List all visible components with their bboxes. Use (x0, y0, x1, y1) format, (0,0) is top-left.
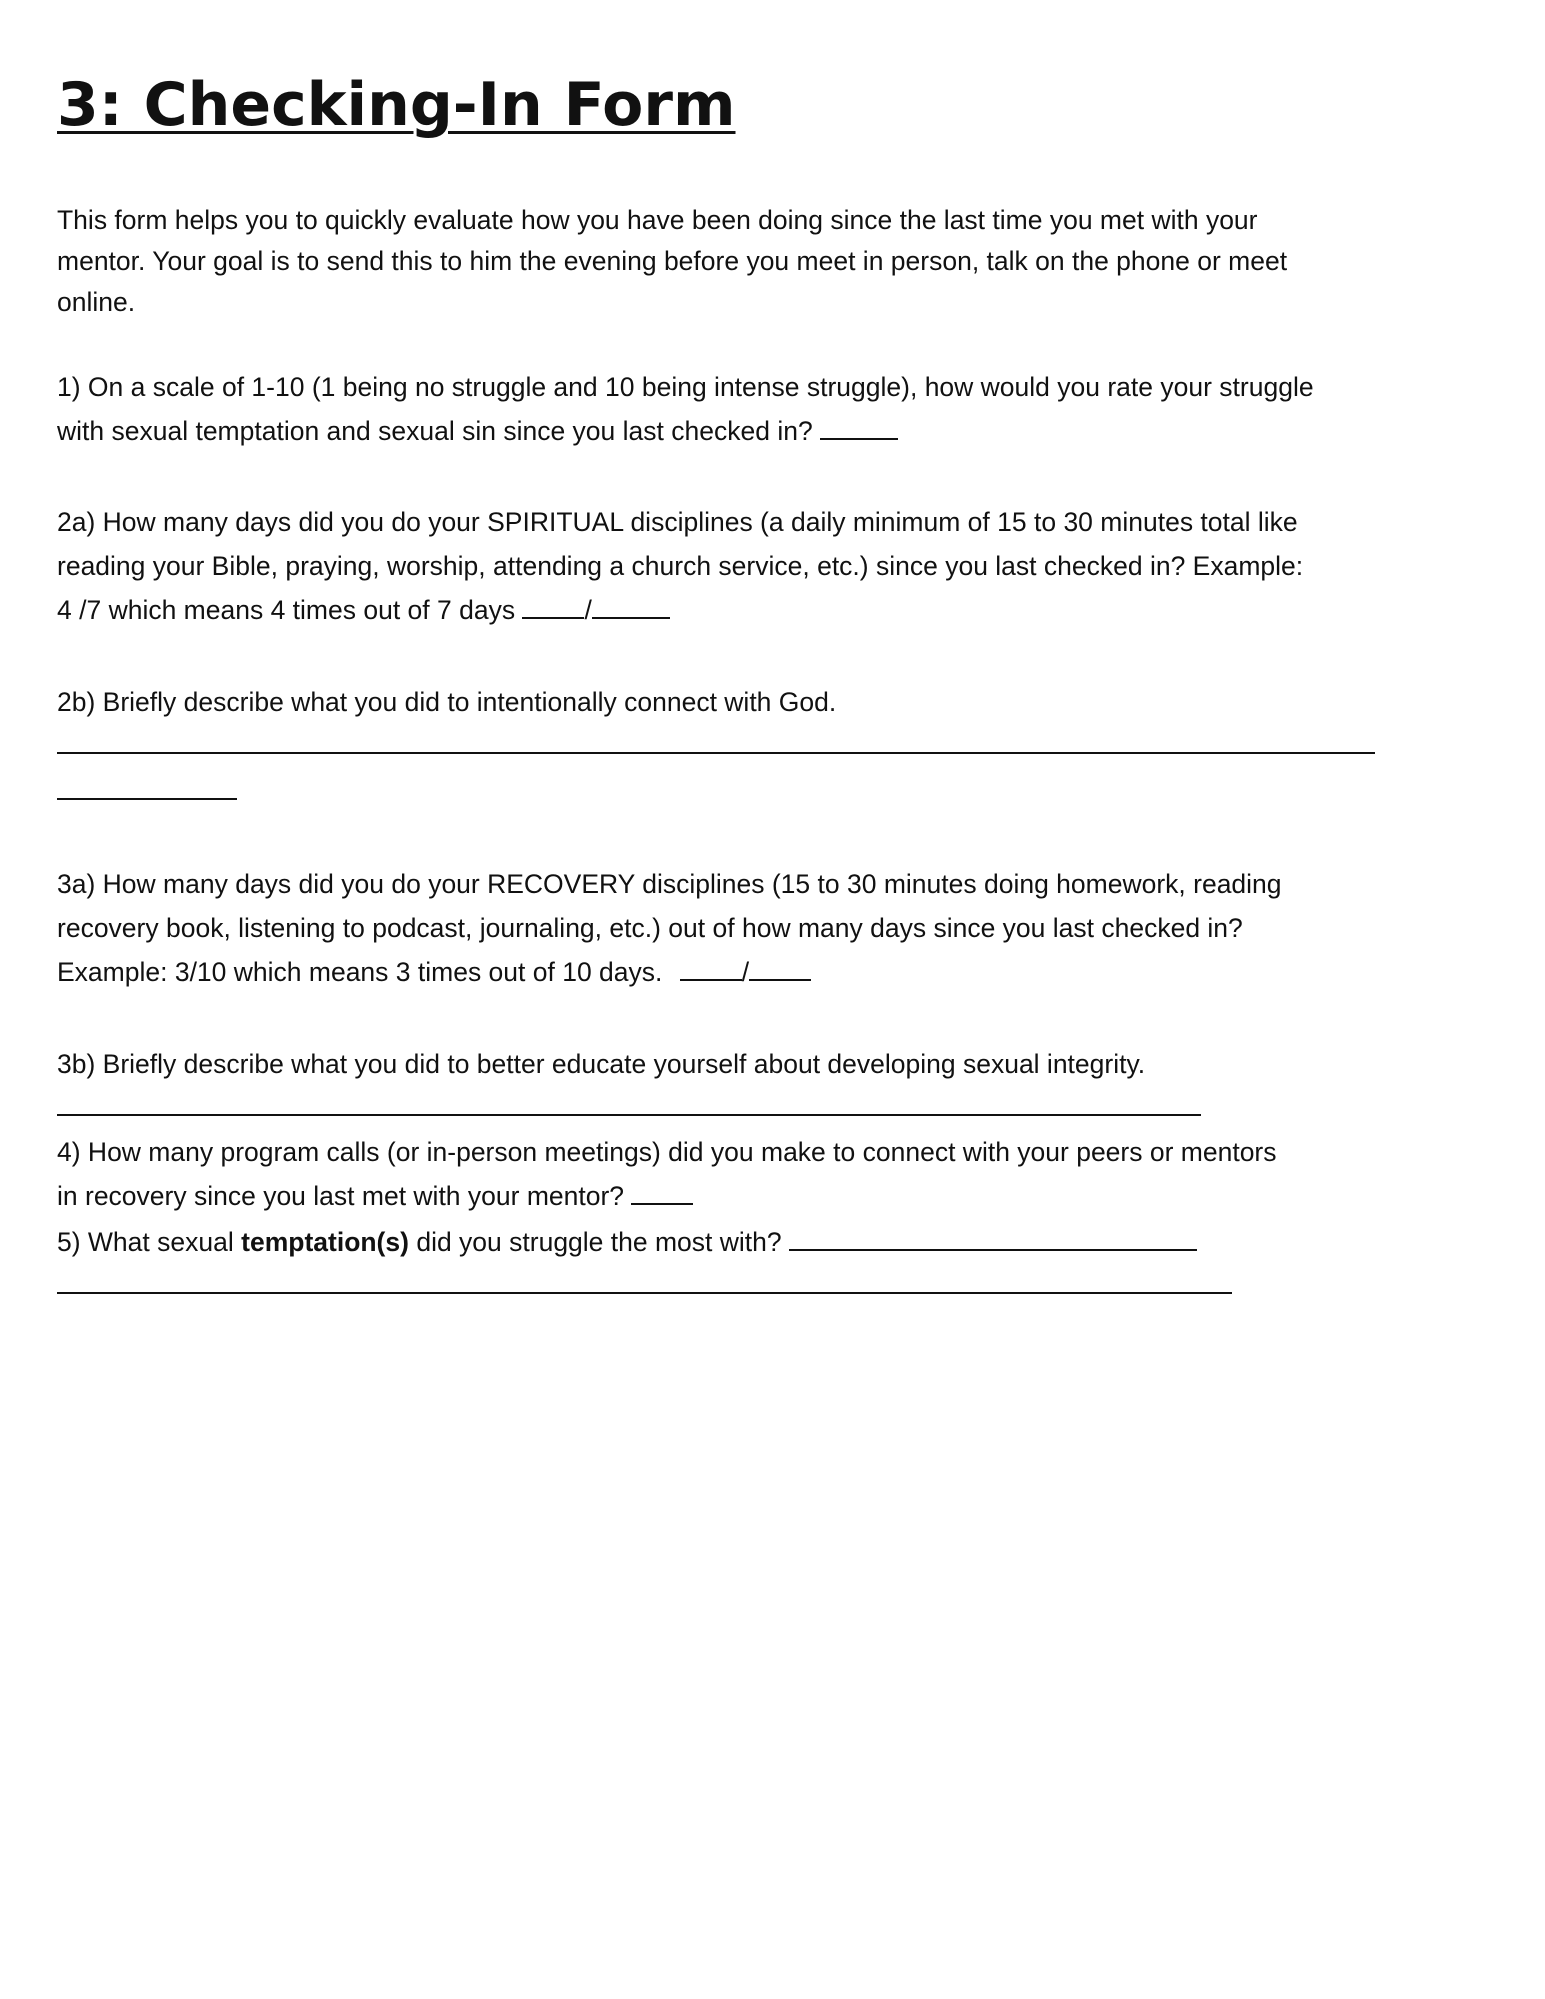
question-3b-text: 3b) Briefly describe what you did to better educate yourself about developing sexual integrity. (57, 1049, 1146, 1079)
recovery-days-done-blank[interactable] (680, 953, 742, 981)
question-2a-text: 4 /7 which means 4 times out of 7 days (57, 595, 516, 625)
page-title: 3: Checking-In Form (57, 70, 736, 140)
question-2a-text: reading your Bible, praying, worship, attending a church service, etc.) since you last checked in? Example: (57, 551, 1304, 581)
question-5-text: did you struggle the most with? (416, 1227, 782, 1257)
spiritual-days-done-blank[interactable] (522, 591, 584, 619)
question-5 (57, 1220, 1387, 1294)
fraction-slash: / (741, 957, 750, 987)
program-calls-blank[interactable] (631, 1177, 693, 1205)
question-4 (57, 1130, 1387, 1218)
question-4-text: in recovery since you last met with your mentor? (57, 1181, 625, 1211)
connect-with-god-answer-line[interactable] (57, 724, 1375, 754)
connect-with-god-answer-line[interactable] (57, 770, 237, 800)
question-1-text: 1) On a scale of 1-10 (1 being no struggle and 10 being intense struggle), how would you rate your struggle (57, 372, 1314, 402)
intro-line: mentor. Your goal is to send this to him the evening before you meet in person, talk on the phone or meet (57, 246, 1288, 276)
question-3b (57, 1042, 1387, 1116)
question-1-text: with sexual temptation and sexual sin since you last checked in? (57, 416, 813, 446)
intro-line: online. (57, 287, 136, 317)
temptation-answer-blank[interactable] (789, 1223, 1197, 1251)
question-3a-text: 3a) How many days did you do your RECOVERY disciplines (15 to 30 minutes doing homework, reading (57, 869, 1282, 899)
question-3a-text: Example: 3/10 which means 3 times out of 10 days. (57, 957, 663, 987)
question-2b-text: 2b) Briefly describe what you did to intentionally connect with God. (57, 687, 837, 717)
intro-paragraph (57, 200, 1387, 323)
question-1 (57, 365, 1387, 453)
question-3a-text: recovery book, listening to podcast, journaling, etc.) out of how many days since you last checked in? (57, 913, 1243, 943)
question-2b (57, 680, 1387, 800)
recovery-days-total-blank[interactable] (749, 953, 811, 981)
fraction-slash: / (584, 595, 592, 625)
struggle-rating-blank[interactable] (820, 412, 898, 440)
intro-line: This form helps you to quickly evaluate how you have been doing since the last time you met with your (57, 205, 1258, 235)
question-4-text: 4) How many program calls (or in-person meetings) did you make to connect with your peers or mentors (57, 1137, 1277, 1167)
question-5-emphasis: temptation(s) (241, 1227, 409, 1257)
temptation-answer-line[interactable] (57, 1264, 1232, 1294)
question-5-text: 5) What sexual (57, 1227, 234, 1257)
question-2a-text: 2a) How many days did you do your SPIRITUAL disciplines (a daily minimum of 15 to 30 minutes total like (57, 507, 1298, 537)
question-2a (57, 500, 1387, 632)
question-3a (57, 862, 1387, 994)
spiritual-days-total-blank[interactable] (592, 591, 670, 619)
educate-yourself-answer-line[interactable] (57, 1086, 1201, 1116)
